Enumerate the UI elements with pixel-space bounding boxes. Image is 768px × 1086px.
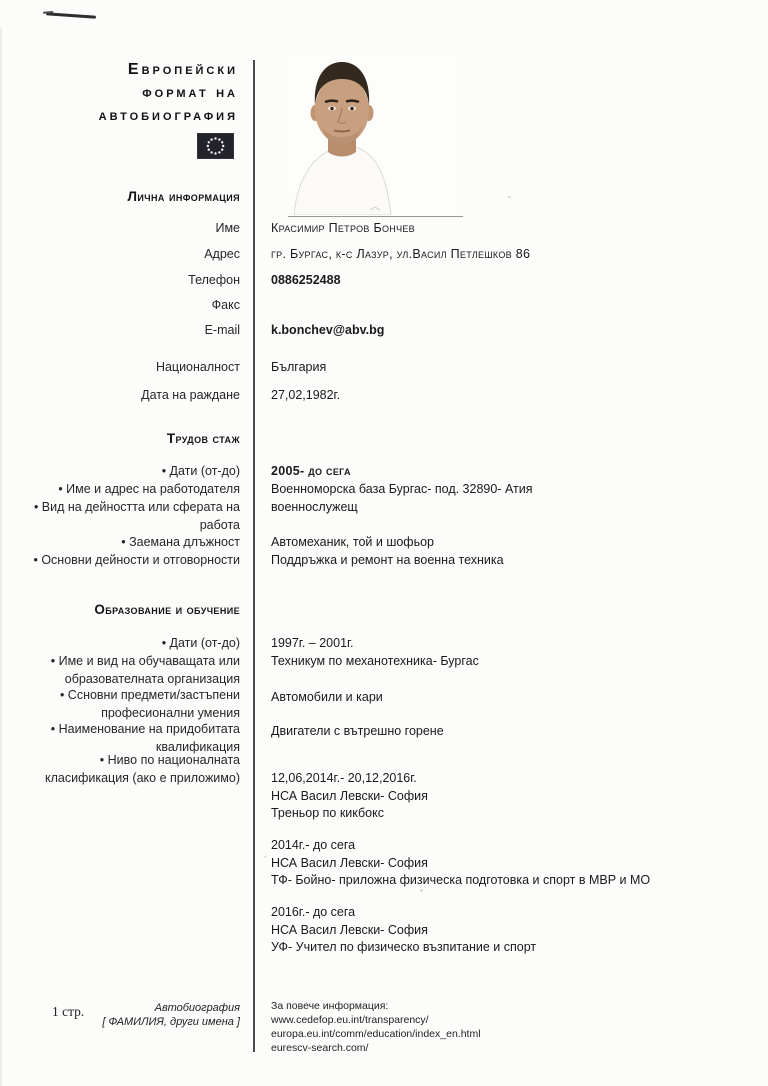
document-subtitle: [ ФАМИЛИЯ, други имена ] bbox=[102, 1016, 240, 1028]
info-link: www.cedefop.eu.int/transparency/ bbox=[271, 1014, 429, 1026]
portrait-photo bbox=[288, 50, 463, 217]
field-value-email: k.bonchev@abv.bg bbox=[271, 323, 385, 337]
cv-title bbox=[0, 58, 238, 127]
field-value-name: Красимир Петров Бончев bbox=[271, 221, 415, 235]
edu-label-subjects: • Ссновни предмети/застъпени професионални умения bbox=[59, 688, 240, 720]
cv-title-line: Европейски bbox=[127, 61, 238, 78]
field-value-address: гр. Бургас, к-с Лазур, ул.Васил Петлешков 86 bbox=[271, 247, 531, 261]
eu-flag-icon bbox=[197, 133, 234, 159]
edu-entry-line: Треньор по кикбокс bbox=[271, 806, 384, 820]
edu-entry-line: НСА Васил Левски- София bbox=[271, 922, 428, 937]
work-label-dates: • Дати (от-до) bbox=[161, 464, 240, 478]
edu-entry-line: НСА Васил Левски- София bbox=[271, 788, 428, 803]
edu-value-dates: 1997г. – 2001г. bbox=[271, 636, 354, 650]
document-meta bbox=[25, 1001, 240, 1029]
work-value-employer: Военноморска база Бургас- под. 32890- Атия bbox=[271, 482, 533, 496]
edu-entry-line: 12,06,2014г.- 20,12,2016г. bbox=[271, 771, 417, 785]
more-info-block bbox=[271, 999, 741, 1055]
scan-speck bbox=[508, 196, 511, 198]
field-value-phone: 0886252488 bbox=[271, 273, 341, 287]
section-title-personal-info: Лична информация bbox=[127, 189, 240, 204]
work-value-responsibilities: Поддръжка и ремонт на военна техника bbox=[271, 553, 504, 567]
field-value-nationality: България bbox=[271, 360, 327, 374]
field-label-name: Име bbox=[215, 221, 240, 235]
field-value-birthdate: 27,02,1982г. bbox=[271, 388, 341, 402]
scan-pen-mark bbox=[46, 12, 96, 18]
page-number: 1 стр. bbox=[52, 1004, 85, 1019]
field-label-nationality: Националност bbox=[155, 360, 240, 374]
work-label-business-type: • Вид на дейността или сферата на работа bbox=[33, 500, 240, 532]
work-label-employer: • Име и адрес на работодателя bbox=[58, 482, 240, 496]
cv-title-line: формат на bbox=[142, 84, 238, 101]
cv-title-line: автобиография bbox=[98, 107, 238, 124]
edu-entry-kickbox-coach bbox=[271, 770, 743, 823]
work-label-position: • Заемана длъжност bbox=[121, 535, 240, 549]
field-label-address: Адрес bbox=[204, 247, 240, 261]
edu-entry-line: НСА Васил Левски- София bbox=[271, 855, 428, 870]
more-info-heading: За повече информация: bbox=[271, 1000, 389, 1012]
scan-edge-shadow bbox=[0, 28, 2, 1086]
edu-entry-line: ТФ- Бойно- приложна физическа подготовка и спорт в МВР и МО bbox=[271, 873, 651, 887]
column-divider bbox=[253, 60, 255, 1052]
edu-value-organisation: Техникум по механотехника- Бургас bbox=[271, 654, 479, 668]
field-label-fax: Факс bbox=[211, 298, 240, 312]
section-title-education: Образование и обучение bbox=[94, 602, 240, 617]
edu-label-dates: • Дати (от-до) bbox=[161, 636, 240, 650]
work-value-dates: 2005- до сега bbox=[271, 464, 351, 478]
info-link: eurescv-search.com/ bbox=[271, 1042, 369, 1054]
edu-entry-line: 2016г.- до сега bbox=[271, 905, 356, 919]
edu-value-qualification: Двигатели с вътрешно горене bbox=[271, 724, 444, 738]
edu-label-organisation: • Име и вид на обучаващата или образователната организация bbox=[50, 654, 240, 686]
edu-value-subjects: Автомобили и кари bbox=[271, 690, 383, 704]
work-value-business-type: военнослужещ bbox=[271, 500, 358, 514]
work-value-position: Автомеханик, той и шофьор bbox=[271, 535, 435, 549]
edu-label-qualification: • Наименование на придобитата квалификация bbox=[50, 722, 240, 754]
edu-entry-physical-training bbox=[271, 837, 743, 890]
edu-entry-line: УФ- Учител по физическо възпитание и спорт bbox=[271, 940, 537, 954]
scan-speck bbox=[264, 856, 266, 858]
work-label-responsibilities: • Основни дейности и отговорности bbox=[33, 553, 240, 567]
section-title-work-experience: Трудов стаж bbox=[166, 431, 240, 446]
document-title: Автобиография bbox=[154, 1002, 240, 1014]
info-link: europa.eu.int/comm/education/index_en.html bbox=[271, 1028, 481, 1040]
field-label-email: E-mail bbox=[204, 323, 240, 337]
field-label-phone: Телефон bbox=[188, 273, 240, 287]
edu-entry-line: 2014г.- до сега bbox=[271, 838, 356, 852]
field-label-birthdate: Дата на раждане bbox=[141, 388, 240, 402]
edu-label-national-level: • Ниво по националната класификация (ако е приложимо) bbox=[44, 753, 240, 785]
edu-entry-pe-teacher bbox=[271, 904, 743, 957]
